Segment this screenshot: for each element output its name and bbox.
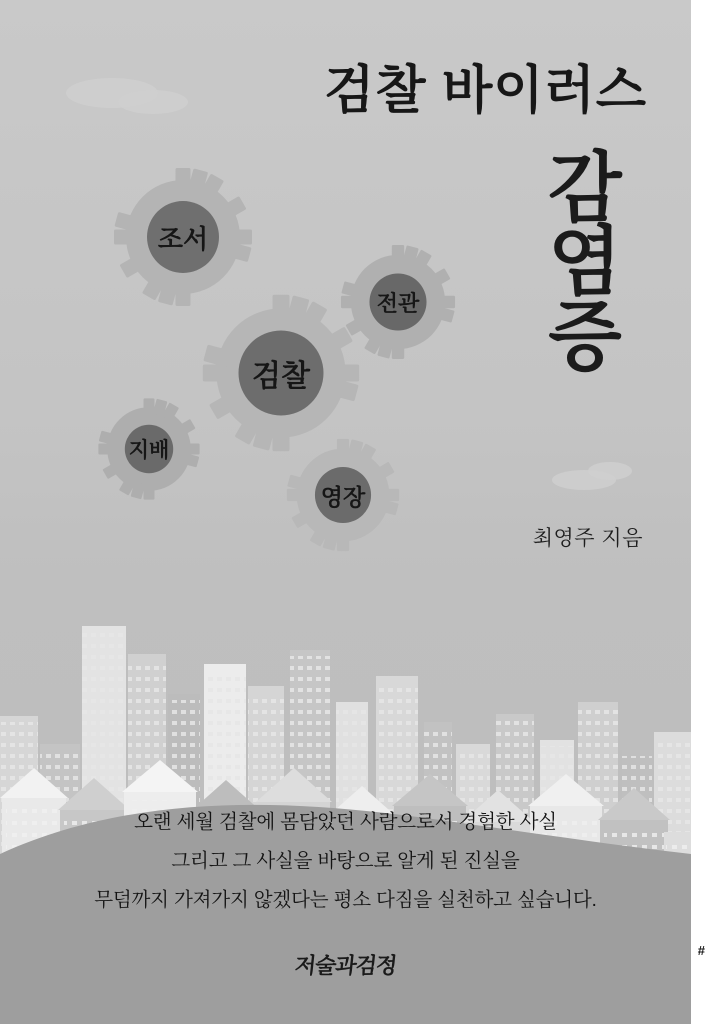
publisher-logo: [0, 943, 705, 980]
gear-label: 검찰: [252, 360, 310, 393]
author-name: 최영주 지음: [532, 527, 643, 550]
vertical-title: [529, 146, 639, 380]
gear-icon: [196, 288, 366, 458]
blurb-line-2: 그리고 그 사실을 바탕으로 알게 된 진실을: [171, 850, 520, 872]
publisher-name: 저술과검정: [293, 953, 398, 978]
gear-label: 영장: [320, 483, 366, 510]
gear-yeongjang: [282, 434, 404, 556]
vertical-title-char-3: 증: [548, 294, 620, 380]
blurb-text: [0, 803, 691, 920]
publisher-mark: #: [697, 943, 705, 958]
gear-icon: [282, 434, 404, 556]
cloud-icon-2: [118, 90, 188, 114]
page-title: 검찰 바이러스: [324, 62, 647, 120]
gear-icon: [94, 394, 204, 504]
gear-label: 지배: [128, 439, 170, 462]
blurb-line-1: 오랜 세월 검찰에 몸담았던 사람으로서 경험한 사실: [134, 811, 557, 833]
gear-jibae: [94, 394, 204, 504]
gear-label: 전관: [376, 290, 420, 316]
gear-geomchal: [196, 288, 366, 458]
vertical-title-char-2: 염: [548, 220, 620, 306]
vertical-title-char-1: 감: [548, 146, 620, 231]
cloud-icon-4: [588, 462, 632, 480]
gear-label: 조서: [157, 223, 209, 254]
blurb-line-3: 무덤까지 가져가지 않겠다는 평소 다짐을 실천하고 싶습니다.: [94, 889, 597, 911]
